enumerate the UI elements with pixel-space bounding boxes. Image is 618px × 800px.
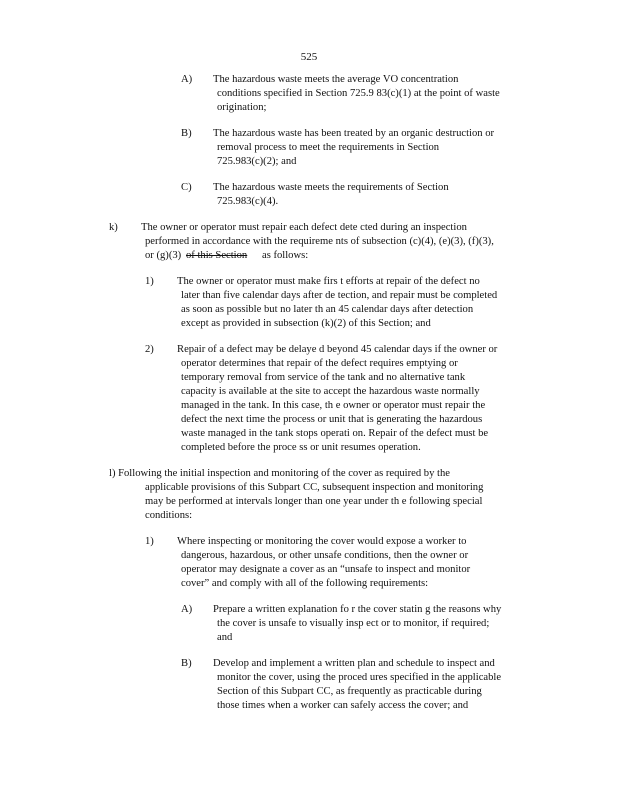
text-line: the cover is unsafe to visually insp ect or to monitor, if required; bbox=[217, 618, 490, 629]
text-line: l) Following the initial inspection and monitoring of the cover as required by the bbox=[109, 468, 450, 479]
text-line: applicable provisions of this Subpart CC, subsequent inspection and monitoring bbox=[145, 482, 484, 493]
text-line: Where inspecting or monitoring the cover would expose a worker to bbox=[177, 536, 467, 547]
item-label: 2) bbox=[145, 344, 154, 355]
struck-text: of this Section bbox=[186, 250, 248, 261]
text-line: may be performed at intervals longer than one year under th e following special bbox=[145, 496, 483, 507]
text-line: dangerous, hazardous, or other unsafe conditions, then the owner or bbox=[181, 550, 469, 561]
text-line: monitor the cover, using the proced ures specified in the applicable bbox=[217, 672, 502, 683]
item-label: A) bbox=[181, 74, 193, 85]
text-line: The hazardous waste has been treated by an organic destruction or bbox=[213, 128, 495, 139]
text-line: as soon as possible but no later th an 45 calendar days after detection bbox=[181, 304, 474, 315]
text-line: those times when a worker can safely access the cover; and bbox=[217, 700, 469, 711]
text-line: Develop and implement a written plan and schedule to inspect and bbox=[213, 658, 495, 669]
text-line: Repair of a defect may be delaye d beyond 45 calendar days if the owner or bbox=[177, 344, 498, 355]
text-line: conditions specified in Section 725.9 83(c)(1) at the point of waste bbox=[217, 88, 500, 99]
item-label: B) bbox=[181, 128, 192, 139]
text-line: conditions: bbox=[145, 510, 193, 521]
text-line: The hazardous waste meets the average VO concentration bbox=[213, 74, 459, 85]
text-line: 725.983(c)(4). bbox=[217, 196, 279, 207]
text-line: as follows: bbox=[262, 250, 309, 261]
text-line: except as provided in subsection (k)(2) of this Section; and bbox=[181, 318, 431, 329]
text-line: capacity is available at the site to accept the hazardous waste normally bbox=[181, 386, 480, 397]
text-line: later than five calendar days after de tection, and repair must be completed bbox=[181, 290, 498, 301]
item-label: B) bbox=[181, 658, 192, 669]
text-line: performed in accordance with the requireme nts of subsection (c)(4), (e)(3), (f)(3), bbox=[145, 236, 494, 247]
text-line: 725.983(c)(2); and bbox=[217, 156, 297, 167]
text-line: removal process to meet the requirements in Section bbox=[217, 142, 440, 153]
item-label: C) bbox=[181, 182, 192, 193]
text-line: operator determines that repair of the defect requires emptying or bbox=[181, 358, 458, 369]
text-line: Prepare a written explanation fo r the cover statin g the reasons why bbox=[213, 604, 502, 615]
text-line: defect the next time the process or unit that is generating the hazardous bbox=[181, 414, 483, 425]
text-line: operator may designate a cover as an “unsafe to inspect and monitor bbox=[181, 564, 471, 575]
text-line: completed before the proce ss or unit resumes operation. bbox=[181, 442, 421, 453]
text-line: cover” and comply with all of the following requirements: bbox=[181, 578, 429, 589]
item-label: 1) bbox=[145, 536, 154, 547]
text-line: or (g)(3) bbox=[145, 250, 182, 261]
item-label: A) bbox=[181, 604, 193, 615]
text-line: and bbox=[217, 632, 233, 643]
text-line: Section of this Subpart CC, as frequently as practicable during bbox=[217, 686, 482, 697]
text-line: The owner or operator must make firs t efforts at repair of the defect no bbox=[177, 276, 480, 287]
item-label: k) bbox=[109, 222, 118, 233]
item-label: 1) bbox=[145, 276, 154, 287]
text-line: The hazardous waste meets the requirements of Section bbox=[213, 182, 449, 193]
text-line: managed in the tank. In this case, th e owner or operator must repair the bbox=[181, 400, 486, 411]
text-line: waste managed in the tank stops operati on. Repair of the defect must be bbox=[181, 428, 489, 439]
text-line: origination; bbox=[217, 102, 267, 113]
page-number: 525 bbox=[300, 51, 318, 63]
text-line: temporary removal from service of the tank and no alternative tank bbox=[181, 372, 466, 383]
text-line: The owner or operator must repair each defect dete cted during an inspection bbox=[141, 222, 467, 233]
